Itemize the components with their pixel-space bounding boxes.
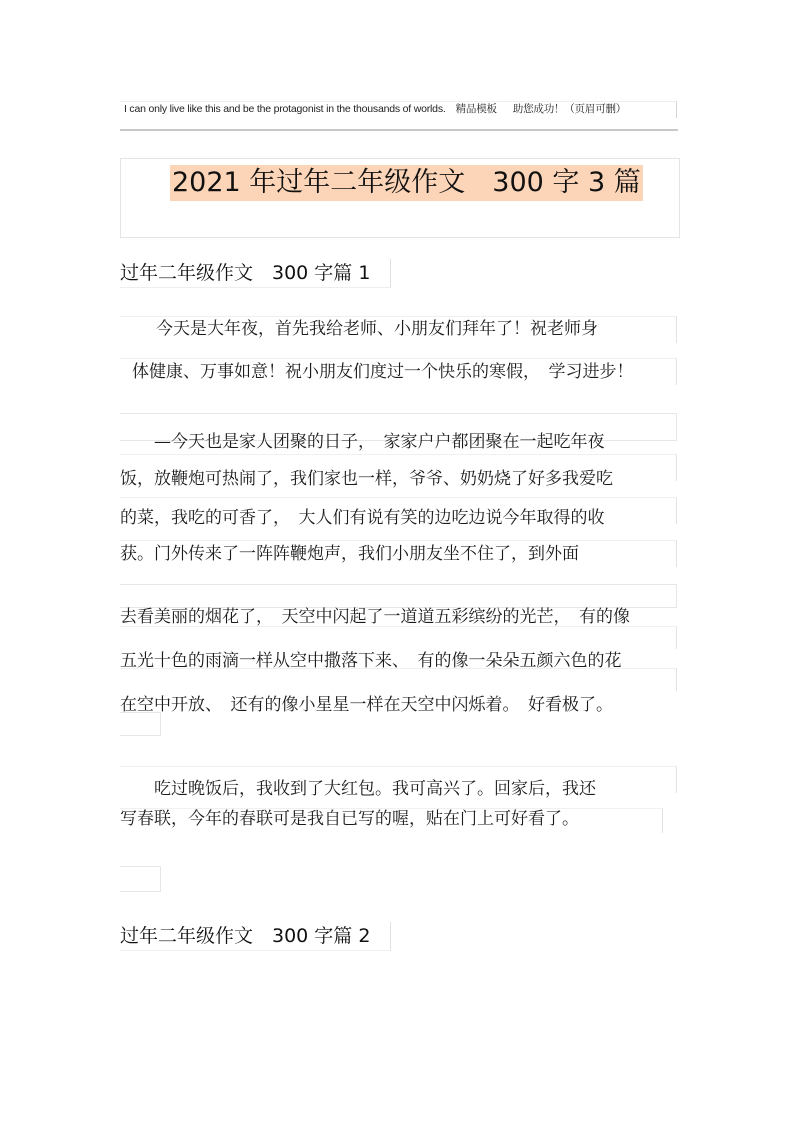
blank-line-frame: [120, 866, 161, 892]
header-tagline: I can only live like this and be the protagonist in the thousands of worlds.: [124, 103, 446, 115]
header-brand: 精品模板: [455, 103, 497, 115]
text-line: 写春联，今年的春联可是我自已写的喔，贴在门上可好看了。: [120, 809, 579, 829]
text-line: 体健康、万事如意！祝小朋友们度过一个快乐的寒假， 学习进步！: [132, 362, 634, 382]
line-frame: [120, 668, 677, 691]
text-line: 获。门外传来了一阵阵鞭炮声，我们小朋友坐不住了，到外面: [120, 544, 579, 564]
blank-line-frame: [120, 712, 161, 736]
text-line: —今天也是家人团聚的日子， 家家户户都团聚在一起吃年夜: [120, 432, 605, 452]
text-line: 在空中开放、 还有的像小星星一样在天空中闪烁着。 好看极了。: [120, 695, 613, 715]
text-line: 的菜，我吃的可香了， 大人们有说有笑的边吃边说今年取得的收: [120, 508, 605, 528]
page-title: 2021 年过年二年级作文 300 字 3 篇: [170, 165, 643, 201]
text-line: 今天是大年夜，首先我给老师、小朋友们拜年了！祝老师身: [122, 319, 598, 339]
section-heading-2: 过年二年级作文 300 字篇 2: [120, 922, 391, 951]
header-slogan: 助您成功！（页眉可删）: [512, 103, 627, 115]
text-line: 饭，放鞭炮可热闹了，我们家也一样，爷爷、奶奶烧了好多我爱吃: [120, 469, 613, 489]
line-frame: [120, 626, 677, 649]
text-line: 吃过晚饭后，我收到了大红包。我可高兴了。回家后，我还: [120, 779, 596, 799]
text-line: 五光十色的雨滴一样从空中撒落下来、 有的像一朵朵五颜六色的花: [120, 651, 622, 671]
page-header: [124, 101, 626, 116]
text-line: 去看美丽的烟花了， 天空中闪起了一道道五彩缤纷的光芒， 有的像: [120, 607, 630, 627]
section-heading-1: 过年二年级作文 300 字篇 1: [120, 259, 391, 288]
header-divider: [120, 129, 678, 131]
